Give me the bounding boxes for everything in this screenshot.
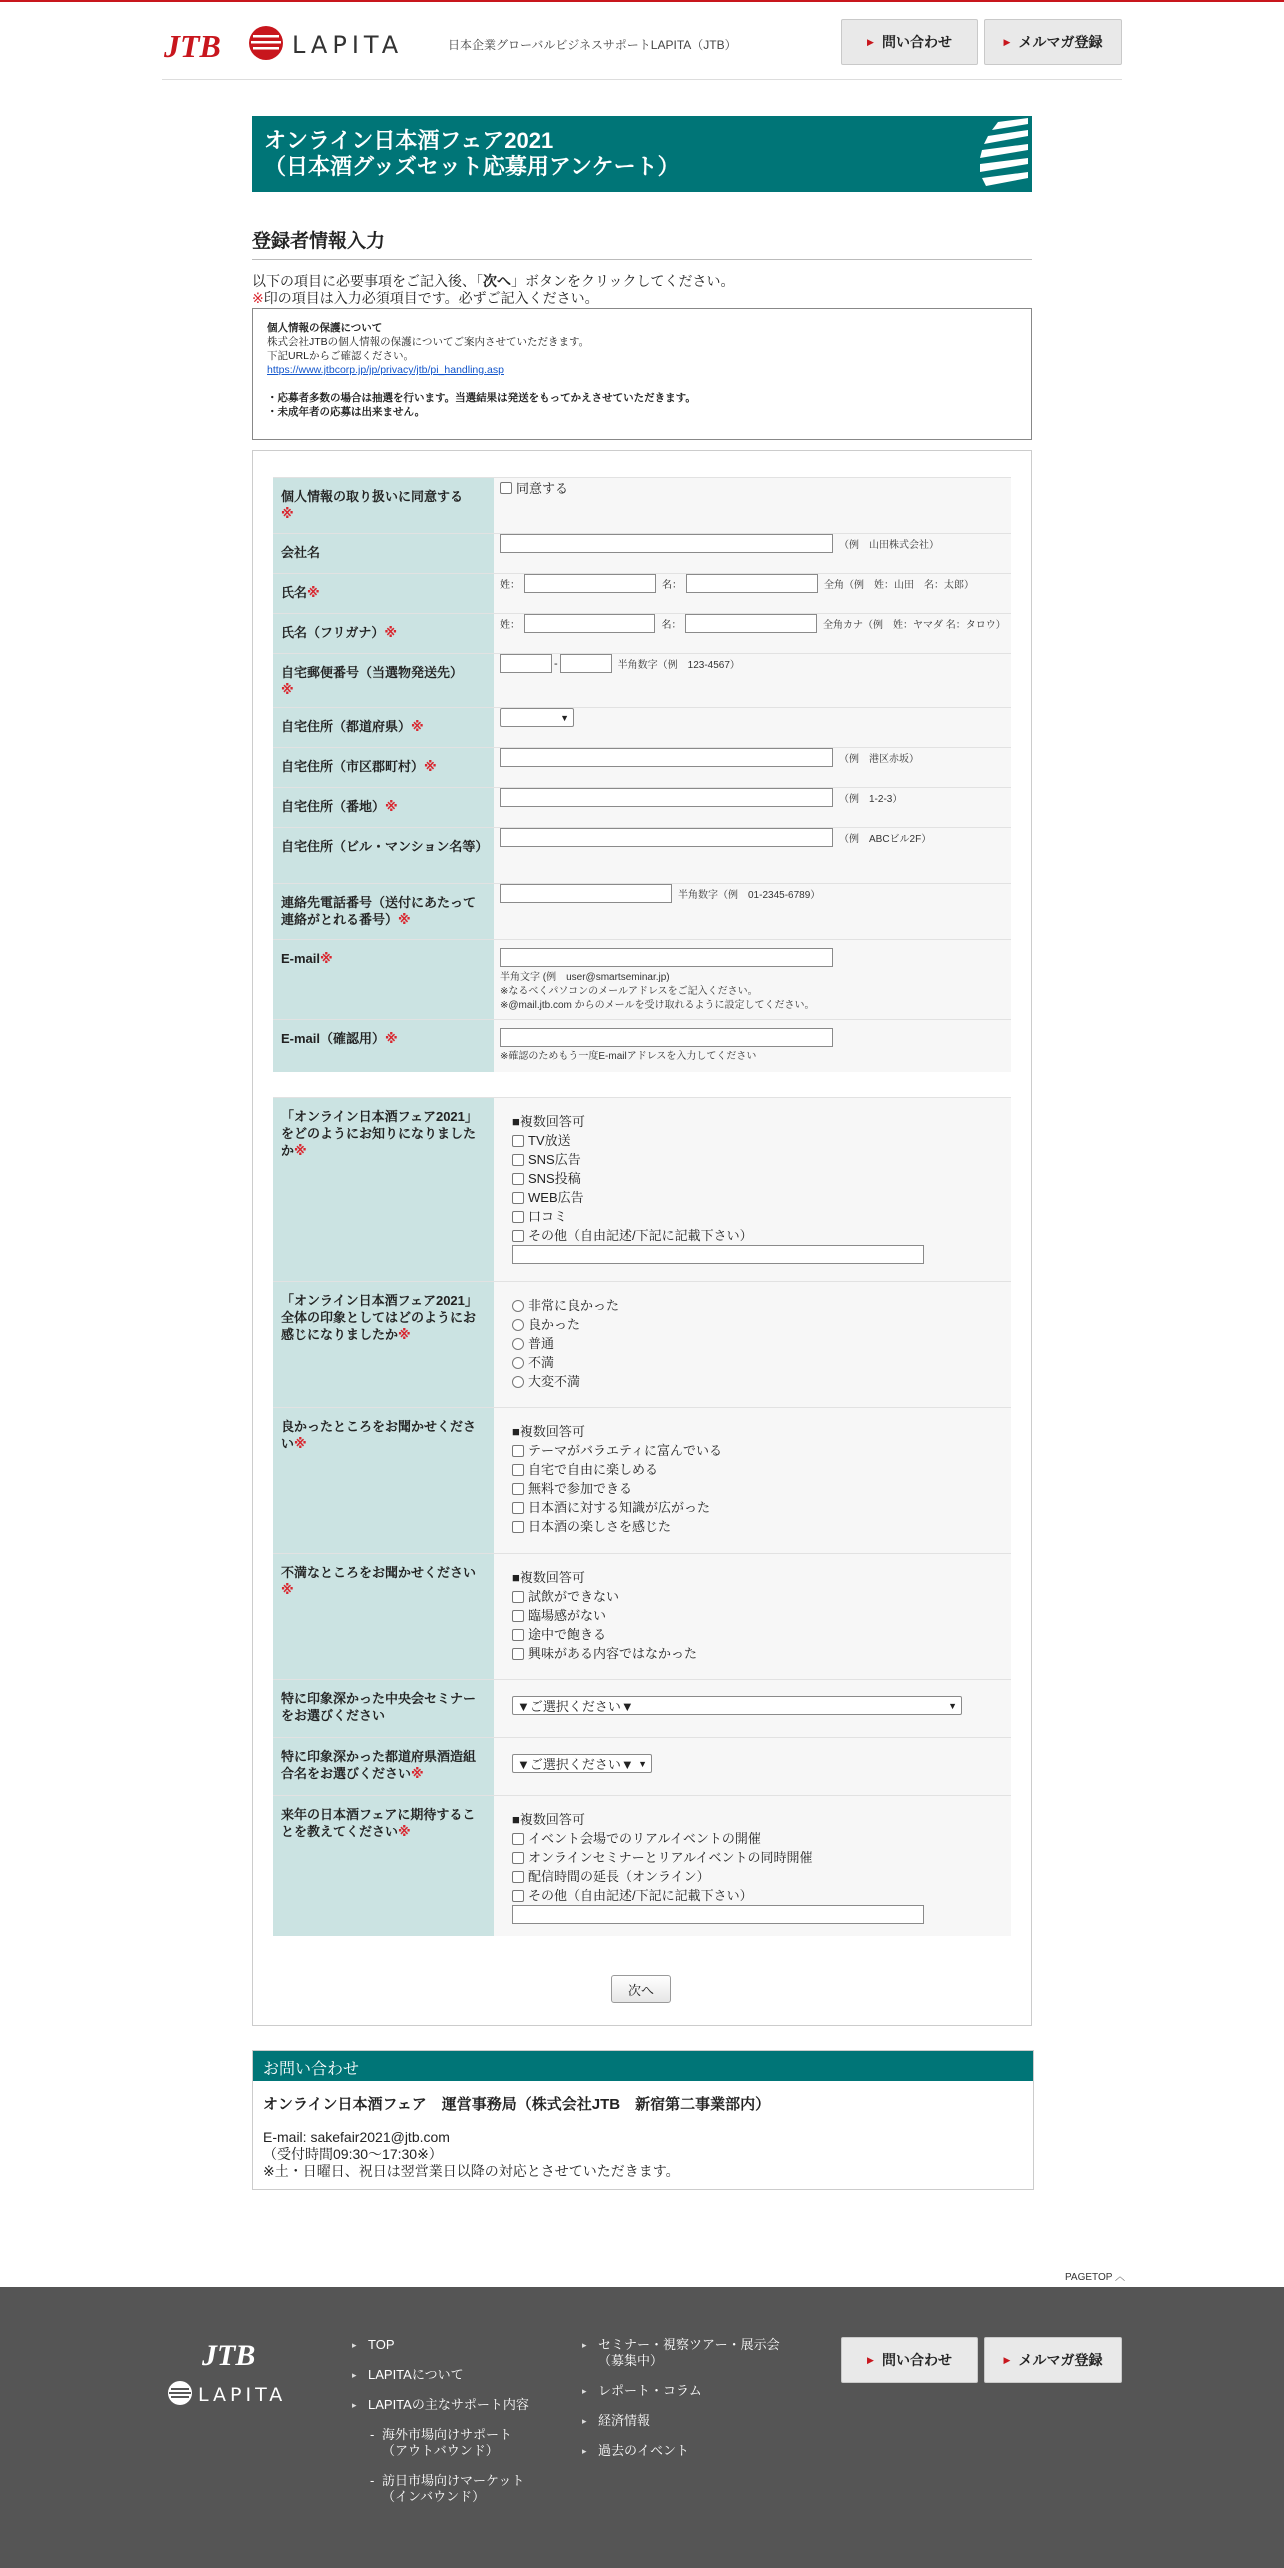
- footer-link-economy[interactable]: ▸ 経済情報: [580, 2413, 780, 2429]
- q3-checkbox-variety[interactable]: [512, 1445, 524, 1457]
- footer-link-outbound[interactable]: - 海外市場向けサポート （アウトバウンド）: [350, 2427, 529, 2459]
- form-row-city: 自宅住所（市区郡町村）※ （例 港区赤坂）: [273, 748, 1011, 788]
- form-row-building: 自宅住所（ビル・マンション名等） （例 ABCビル2F）: [273, 828, 1011, 884]
- q2-radio-very-good[interactable]: [512, 1300, 524, 1312]
- required-note: ※印の項目は入力必須項目です。必ずご記入ください。: [252, 290, 599, 306]
- header-mailmag-button[interactable]: ▶ メルマガ登録: [984, 19, 1122, 65]
- form-row-email: E-mail※ 半角文字 (例 user@smartseminar.jp) ※なるべくパソコンのメールアドレスをご記入ください。 ※@mail.jtb.com からのメールを受け取れるように設定してください。: [273, 940, 1011, 1020]
- footer-link-past-events[interactable]: ▸ 過去のイベント: [580, 2443, 780, 2459]
- prefecture-select[interactable]: [500, 708, 574, 727]
- survey-q7-row: 来年の日本酒フェアに期待することを教えてください※ ■複数回答可 イベント会場でのリアルイベントの開催 オンラインセミナーとリアルイベントの同時開催 配信時間の延長（オンライン） その他（自由記述/下記に記載下さい）: [273, 1796, 1011, 1936]
- banner-stripes-decoration: [978, 116, 1032, 192]
- first-name-input[interactable]: [686, 574, 818, 593]
- q1-checkbox-word-of-mouth[interactable]: [512, 1211, 524, 1223]
- svg-text:LAPITA: LAPITA: [198, 2384, 287, 2406]
- chevron-up-icon: ︿: [1115, 2272, 1126, 2283]
- last-name-input[interactable]: [524, 574, 656, 593]
- site-header: [162, 2, 1122, 80]
- email-confirm-input[interactable]: [500, 1028, 833, 1047]
- footer-mailmag-button[interactable]: ▶ メルマガ登録: [984, 2337, 1122, 2383]
- first-name-kana-input[interactable]: [685, 614, 816, 633]
- page-title-line2: （日本酒グッズセット応募用アンケート）: [264, 154, 680, 179]
- svg-text:JTB: JTB: [164, 28, 221, 64]
- form-row-kana: 氏名（フリガナ）※ 姓： 名： 全角カナ（例 姓：ヤマダ 名：タロウ）: [273, 614, 1011, 654]
- q4-checkbox-no-tasting[interactable]: [512, 1591, 524, 1603]
- contact-organization: オンライン日本酒フェア 運営事務局（株式会社JTB 新宿第二事業部内）: [263, 2096, 771, 2113]
- footer-link-top[interactable]: ▸ TOP: [350, 2337, 529, 2353]
- last-name-kana-input[interactable]: [524, 614, 655, 633]
- header-tagline: 日本企業グローバルビジネスサポートLAPITA（JTB）: [448, 38, 737, 52]
- chevron-down-icon: ▼: [560, 712, 569, 723]
- privacy-heading: 個人情報の保護について: [267, 322, 383, 334]
- page-title-banner: [252, 116, 1032, 192]
- registrant-info-table: [273, 477, 1011, 1072]
- q2-radio-good[interactable]: [512, 1319, 524, 1331]
- q1-checkbox-tv[interactable]: [512, 1135, 524, 1147]
- jtb-logo[interactable]: [162, 24, 224, 64]
- privacy-policy-link[interactable]: https://www.jtbcorp.jp/jp/privacy/jtb/pi_handling.asp: [267, 364, 504, 376]
- q1-checkbox-other[interactable]: [512, 1230, 524, 1242]
- survey-q3-row: 良かったところをお聞かせください※ ■複数回答可 テーマがバラエティに富んでいる 自宅で自由に楽しめる 無料で参加できる 日本酒に対する知識が広がった 日本酒の楽しさを感じた: [273, 1408, 1011, 1554]
- q5-seminar-select[interactable]: ▼ご選択ください▼ ▼: [512, 1696, 962, 1715]
- next-button[interactable]: 次へ: [611, 1975, 671, 2003]
- footer-links-col1: [350, 2337, 529, 2505]
- footer-links-col2: [580, 2337, 780, 2459]
- form-row-banchi: 自宅住所（番地）※ （例 1-2-3）: [273, 788, 1011, 828]
- triangle-right-icon: ▶: [1003, 36, 1011, 47]
- footer-link-support[interactable]: ▸ LAPITAの主なサポート内容: [350, 2397, 529, 2413]
- site-footer: [0, 2287, 1284, 2568]
- footer-link-seminar[interactable]: ▸ セミナー・視察ツアー・展示会 （募集中）: [580, 2337, 780, 2369]
- chevron-down-icon: ▼: [638, 1758, 647, 1769]
- consent-checkbox[interactable]: [500, 482, 512, 494]
- zip-second-input[interactable]: [560, 654, 612, 673]
- survey-table: [273, 1097, 1011, 1936]
- banchi-input[interactable]: [500, 788, 833, 807]
- footer-jtb-lapita-logo[interactable]: [166, 2333, 306, 2413]
- triangle-right-icon: ▶: [867, 36, 874, 47]
- q2-radio-unsatisfied[interactable]: [512, 1357, 524, 1369]
- form-row-consent: 個人情報の取り扱いに同意する ※ 同意する: [273, 478, 1011, 534]
- form-row-email-confirm: E-mail（確認用）※ ※確認のためもう一度E-mailアドレスを入力してください: [273, 1020, 1011, 1072]
- privacy-notice: 個人情報の保護について 株式会社JTBの個人情報の保護についてご案内させていただきます。 下記URLからご確認ください。 https://www.jtbcorp.jp/jp/privacy/jtb/pi_handling.asp ・応募者多数の場合は抽選を行います。当選結果は発送をもってかえさせていただきます。 ・未成年者の応募は出来ません。: [252, 308, 1032, 440]
- q6-brewery-union-select[interactable]: ▼ご選択ください▼ ▼: [512, 1754, 652, 1773]
- q1-other-input[interactable]: [512, 1245, 924, 1264]
- q4-checkbox-bored[interactable]: [512, 1629, 524, 1641]
- q7-other-input[interactable]: [512, 1905, 924, 1924]
- survey-q2-row: 「オンライン日本酒フェア2021」全体の印象としてはどのようにお感じになりましたか※ 非常に良かった 良かった 普通 不満 大変不満: [273, 1282, 1011, 1408]
- pagetop-link[interactable]: PAGETOP ︿: [1065, 2272, 1126, 2283]
- q1-checkbox-sns-ad[interactable]: [512, 1154, 524, 1166]
- zip-first-input[interactable]: [500, 654, 552, 673]
- q7-checkbox-other[interactable]: [512, 1890, 524, 1902]
- q3-checkbox-home[interactable]: [512, 1464, 524, 1476]
- svg-text:JTB: JTB: [202, 2339, 256, 2372]
- footer-link-about[interactable]: ▸ LAPITAについて: [350, 2367, 529, 2383]
- footer-link-inbound[interactable]: - 訪日市場向けマーケット （インバウンド）: [350, 2473, 529, 2505]
- intro-text: 以下の項目に必要事項をご記入後、「次へ」ボタンをクリックしてください。: [252, 273, 735, 289]
- q2-radio-normal[interactable]: [512, 1338, 524, 1350]
- form-row-name: 氏名※ 姓： 名： 全角（例 姓：山田 名：太郎）: [273, 574, 1011, 614]
- q7-checkbox-real-event[interactable]: [512, 1833, 524, 1845]
- q7-checkbox-extend[interactable]: [512, 1871, 524, 1883]
- survey-q6-row: 特に印象深かった都道府県酒造組合名をお選びください※ ▼ご選択ください▼ ▼: [273, 1738, 1011, 1796]
- contact-box: [252, 2050, 1034, 2190]
- svg-text:LAPITA: LAPITA: [292, 31, 404, 59]
- q3-checkbox-free[interactable]: [512, 1483, 524, 1495]
- triangle-right-icon: ▶: [1003, 2354, 1011, 2365]
- footer-contact-button[interactable]: ▶ 問い合わせ: [841, 2337, 978, 2383]
- form-row-tel: 連絡先電話番号（送付にあたって連絡がとれる番号）※ 半角数字（例 01-2345-6789）: [273, 884, 1011, 940]
- contact-heading: お問い合わせ: [253, 2051, 1033, 2081]
- survey-q5-row: 特に印象深かった中央会セミナーをお選びください ▼ご選択ください▼ ▼: [273, 1680, 1011, 1738]
- triangle-right-icon: ▶: [867, 2354, 874, 2365]
- survey-q1-row: 「オンライン日本酒フェア2021」をどのようにお知りになりましたか※ ■複数回答可 TV放送 SNS広告 SNS投稿 WEB広告 口コミ その他（自由記述/下記に記載下さい）: [273, 1098, 1011, 1282]
- contact-details: E-mail: sakefair2021@jtb.com （受付時間09:30～17:30※） ※土・日曜日、祝日は翌営業日以降の対応とさせていただきます。: [263, 2129, 680, 2179]
- q7-checkbox-hybrid[interactable]: [512, 1852, 524, 1864]
- survey-q4-row: 不満なところをお聞かせください ※ ■複数回答可 試飲ができない 臨場感がない 途中で飽きる 興味がある内容ではなかった: [273, 1554, 1011, 1680]
- q4-checkbox-no-presence[interactable]: [512, 1610, 524, 1622]
- form-row-zip: 自宅郵便番号（当選物発送先） ※ - 半角数字（例 123-4567）: [273, 654, 1011, 708]
- lapita-logo[interactable]: [248, 22, 434, 64]
- section-title: 登録者情報入力: [252, 226, 1032, 260]
- chevron-down-icon: ▼: [948, 1700, 957, 1711]
- company-input[interactable]: [500, 534, 833, 553]
- q1-checkbox-web-ad[interactable]: [512, 1192, 524, 1204]
- city-input[interactable]: [500, 748, 833, 767]
- q4-checkbox-not-interested[interactable]: [512, 1648, 524, 1660]
- tel-input[interactable]: [500, 884, 672, 903]
- header-contact-button[interactable]: ▶ 問い合わせ: [841, 19, 978, 65]
- registration-form: [252, 450, 1032, 2026]
- footer-link-report[interactable]: ▸ レポート・コラム: [580, 2383, 780, 2399]
- q1-checkbox-sns-post[interactable]: [512, 1173, 524, 1185]
- page-title-line1: オンライン日本酒フェア2021: [264, 128, 554, 153]
- form-row-company: 会社名 （例 山田株式会社）: [273, 534, 1011, 574]
- q3-checkbox-knowledge[interactable]: [512, 1502, 524, 1514]
- building-input[interactable]: [500, 828, 833, 847]
- q3-checkbox-enjoy[interactable]: [512, 1521, 524, 1533]
- email-input[interactable]: [500, 948, 833, 967]
- form-row-prefecture: 自宅住所（都道府県）※ ▼: [273, 708, 1011, 748]
- q2-radio-very-unsatisfied[interactable]: [512, 1376, 524, 1388]
